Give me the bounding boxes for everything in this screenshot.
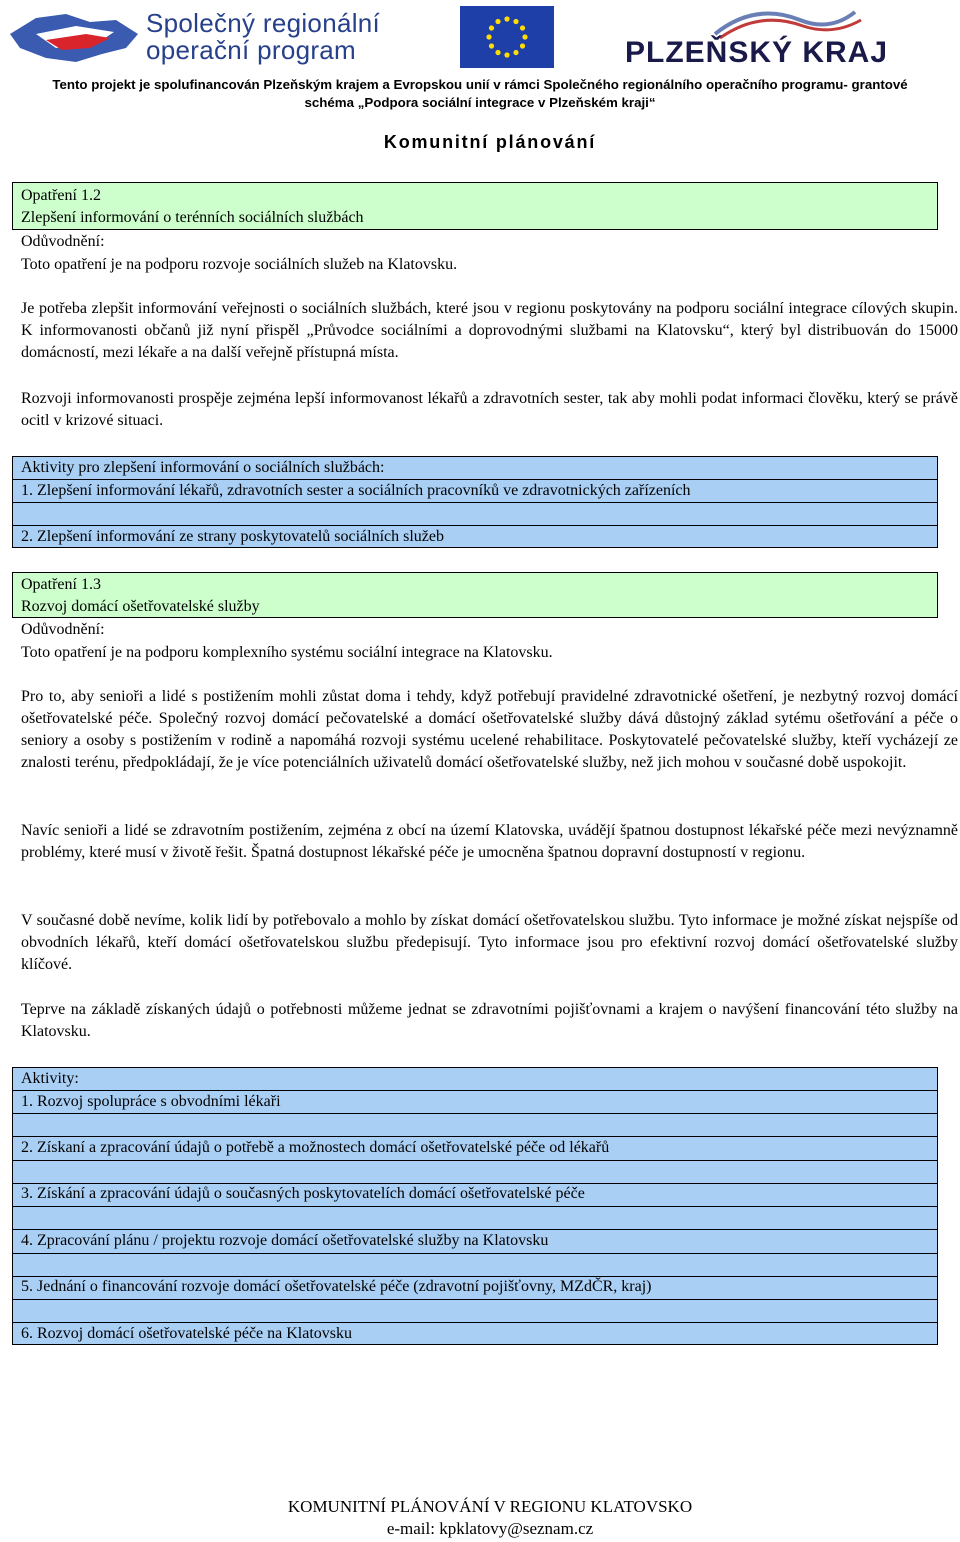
divider — [13, 479, 937, 480]
measure-12-activities-box — [12, 456, 938, 548]
srop-logo — [6, 4, 396, 68]
measure-13-activities-box — [12, 1067, 938, 1345]
measure-13-header-box — [12, 572, 938, 618]
measure-13-paragraph-1: Pro to, aby senioři a lidé s postižením mohli zůstat doma i tehdy, když potřebují pravidelné zdravotnické ošetření, je nezbytný rozvoj domácí ošetřovatelské péče. Společný rozvoj domácí pečovatelské a domácí ošetřovatelské služby dává důstojný základ sytému ošetřování a péče o seniory a osoby s postižením v rodině a napomáhá rozvoji systému ucelené rehabilitace. Poskytovatelé pečovatelské služby, kteří vycházejí ze znalosti terénu, předpokládají, že je více potenciálních uživatelů domácí ošetřovatelské služby, než jich mohou v současné době uspokojit. — [21, 688, 958, 771]
measure-13-activity-5: 5. Jednání o financování rozvoje domácí ošetřovatelské péče (zdravotní pojišťovny, MZdČR, kraj) — [21, 1278, 652, 1295]
measure-13-paragraph-3: V současné době nevíme, kolik lidí by potřebovalo a mohlo by získat domácí ošetřovatelskou službu. Tyto informace je možné získat nejspíše od obvodních lékařů, kteří domácí ošetřovatelskou službu předepisují. Tyto informace jsou pro efektivní rozvoj domácí ošetřovatelské služby klíčové. — [21, 912, 958, 973]
measure-12-paragraph-1: Je potřeba zlepšit informování veřejnosti o sociálních službách, které jsou v regionu poskytovány na podporu sociální integrace cílových skupin. K informovanosti občanů již nyní přispěl „Průvodce sociálními a doprovodnými službami na Klatovsku“, který byl distribuován do 15000 domácností, mezi lékaře a na další veřejně přístupná místa. — [21, 300, 958, 361]
divider — [13, 1229, 937, 1230]
measure-13-name: Rozvoj domácí ošetřovatelské služby — [21, 598, 260, 615]
measure-13-activities-label: Aktivity: — [21, 1070, 79, 1087]
czech-map-logo-icon — [6, 4, 146, 68]
divider — [13, 1113, 937, 1114]
measure-12-activities-label: Aktivity pro zlepšení informování o sociálních službách: — [21, 459, 385, 476]
measure-13-justification-label: Odůvodnění: — [21, 621, 105, 638]
measure-13-paragraph-4: Teprve na základě získaných údajů o potřebnosti můžeme jednat se zdravotními pojišťovnami a krajem o navýšení financování této služby na Klatovsku. — [21, 1001, 958, 1040]
measure-12-summary: Toto opatření je na podporu rozvoje sociálních služeb na Klatovsku. — [21, 256, 458, 273]
logo-title-line1: Společný regionální — [146, 8, 381, 38]
measure-12-label: Opatření 1.2 — [21, 187, 101, 204]
footer-email: e-mail: kpklatovy@seznam.cz — [386, 1519, 594, 1538]
measure-13-activity-6: 6. Rozvoj domácí ošetřovatelské péče na Klatovsku — [21, 1325, 353, 1342]
project-info-line2: schéma „Podpora sociální integrace v Plzeňském kraji“ — [304, 95, 656, 110]
measure-13-activity-3: 3. Získání a zpracování údajů o současných poskytovatelích domácí ošetřovatelské péče — [21, 1185, 585, 1202]
page-title: Komunitní plánování — [383, 132, 597, 152]
divider — [13, 1322, 937, 1323]
divider — [13, 525, 937, 526]
measure-13-activity-4: 4. Zpracování plánu / projektu rozvoje domácí ošetřovatelské služby na Klatovsku — [21, 1232, 549, 1249]
header-logos — [0, 0, 960, 72]
footer-title: KOMUNITNÍ PLÁNOVÁNÍ V REGIONU KLATOVSKO — [287, 1497, 693, 1516]
measure-13-activity-1: 1. Rozvoj spolupráce s obvodními lékaři — [21, 1093, 281, 1110]
kraj-crest-icon — [625, 6, 885, 40]
measure-12-paragraph-2: Rozvoji informovanosti prospěje zejména lepší informovanost lékařů a zdravotních sester, tak aby mohli podat informaci člověku, který se právě ocitl v krizové situaci. — [21, 390, 958, 429]
divider — [13, 502, 937, 503]
divider — [13, 1090, 937, 1091]
divider — [13, 1160, 937, 1161]
logo-title-line2: operační program — [146, 35, 357, 65]
divider — [13, 1206, 937, 1207]
measure-13-activity-2: 2. Získaní a zpracování údajů o potřebě a možnostech domácí ošetřovatelské péče od lékařů — [21, 1139, 610, 1156]
plzensky-kraj-logo — [625, 6, 889, 69]
measure-13-summary: Toto opatření je na podporu komplexního systému sociální integrace na Klatovsku. — [21, 644, 553, 661]
eu-flag-icon — [460, 6, 554, 68]
measure-12-header-box — [12, 182, 938, 230]
kraj-name: PLZEŇSKÝ KRAJ — [625, 36, 889, 69]
measure-13-paragraph-2: Navíc senioři a lidé se zdravotním postižením, zejména z obcí na území Klatovska, uvádějí špatnou dostupnost lékařské péče mezi nevýznamně problémy, které musí v životě řešit. Špatná dostupnost lékařské péče je umocněna špatnou dopravní dostupností v regionu. — [21, 822, 958, 861]
measure-12-justification-label: Odůvodnění: — [21, 233, 105, 250]
project-info-line1: Tento projekt je spolufinancován Plzeňským krajem a Evropskou unií v rámci Společného regionálního operačního programu- grantové — [52, 77, 908, 92]
measure-12-activity-1: 1. Zlepšení informování lékařů, zdravotních sester a sociálních pracovníků ve zdravotnických zařízeních — [21, 482, 691, 499]
measure-12-name: Zlepšení informování o terénních sociálních službách — [21, 209, 364, 226]
divider — [13, 1136, 937, 1137]
measure-13-label: Opatření 1.3 — [21, 576, 101, 593]
divider — [13, 1253, 937, 1254]
measure-12-activity-2: 2. Zlepšení informování ze strany poskytovatelů sociálních služeb — [21, 528, 444, 545]
divider — [13, 1299, 937, 1300]
